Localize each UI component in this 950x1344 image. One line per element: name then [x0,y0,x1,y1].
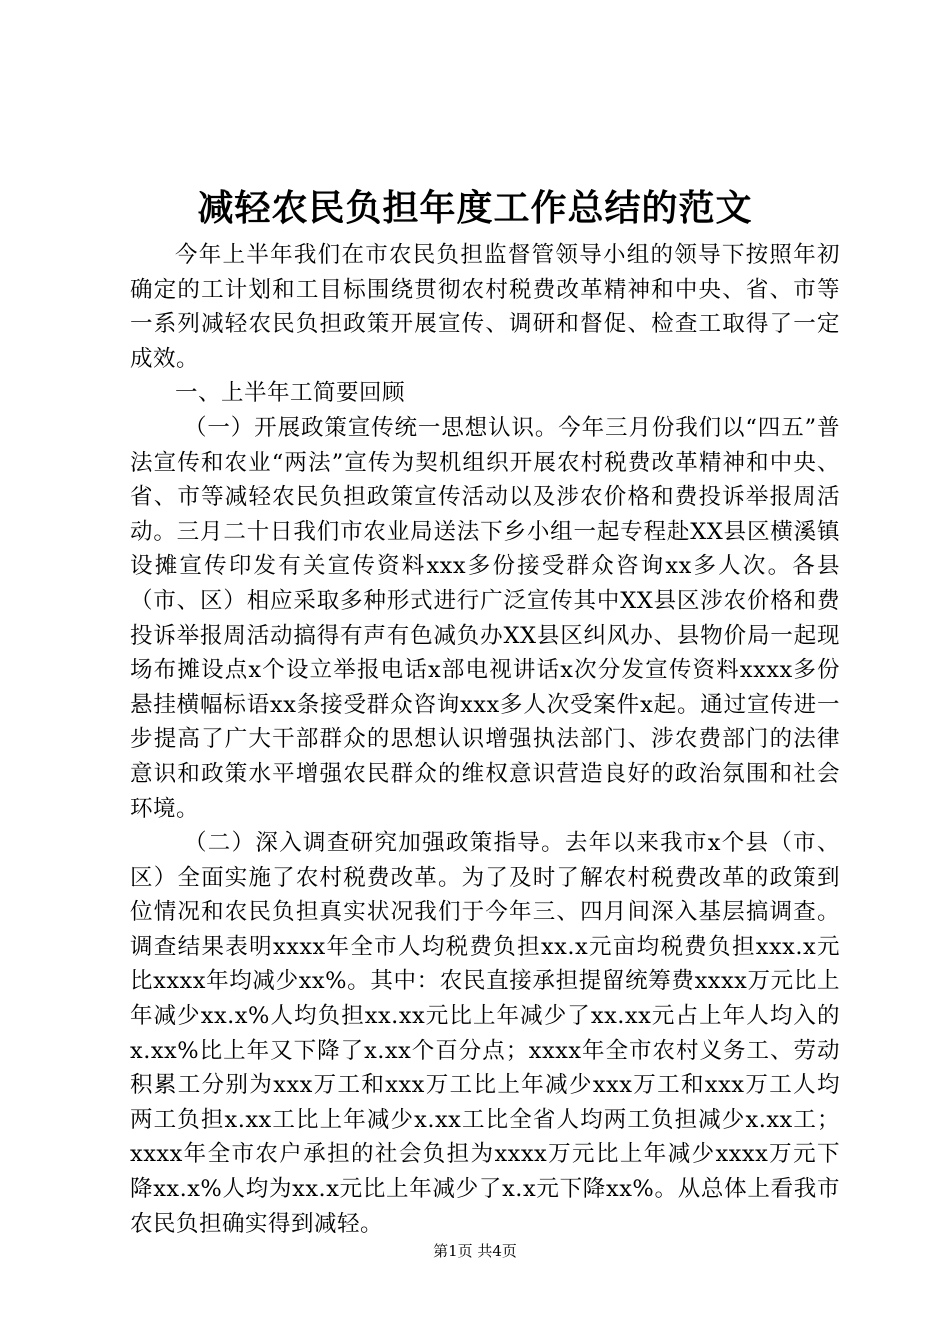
subsection-paragraph-1: （一）开展政策宣传统一思想认识。今年三月份我们以“四五”普法宣传和农业“两法”宣传为契机组织开展农村税费改革精神和中央、省、市等减轻农民负担政策宣传活动以及涉农价格和费投诉举报周活动。三月二十日我们市农业局送法下乡小组一起专程赴XX县区横溪镇设摊宣传印发有关宣传资料xxx多份接受群众咨询xx多人次。各县（市、区）相应采取多种形式进行广泛宣传其中XX县区涉农价格和费投诉举报周活动搞得有声有色减负办XX县区纠风办、县物价局一起现场布摊设点x个设立举报电话x部电视讲话x次分发宣传资料xxxx多份悬挂横幅标语xx条接受群众咨询xxx多人次受案件x起。通过宣传进一步提高了广大干部群众的思想认识增强执法部门、涉农费部门的法律意识和政策水平增强农民群众的维权意识营造良好的政治氛围和社会环境。 [130,414,840,822]
section-heading: 一、上半年工简要回顾 [175,380,406,407]
document-body [130,238,840,1241]
document-title: 减轻农民负担年度工作总结的范文 [197,187,753,229]
subsection-paragraph-2: （二）深入调查研究加强政策指导。去年以来我市x个县（市、区）全面实施了农村税费改革。为了及时了解农村税费改革的政策到位情况和农民负担真实状况我们于今年三、四月间深入基层搞调查。调查结果表明xxxx年全市人均税费负担xx.x元亩均税费负担xxx.x元比xxxx年均减少xx%。其中：农民直接承担提留统筹费xxxx万元比上年减少xx.x%人均负担xx.xx元比上年减少了xx.xx元占上年人均入的x.xx%比上年又下降了x.xx个百分点；xxxx年全市农村义务工、劳动积累工分别为xxx万工和xxx万工比上年减少xxx万工和xxx万工人均两工负担x.xx工比上年减少x.xx工比全省人均两工负担减少x.xx工；xxxx年全市农户承担的社会负担为xxxx万元比上年减少xxxx万元下降xx.x%人均为xx.x元比上年减少了x.x元下降xx%。从总体上看我市农民负担确实得到减轻。 [130,830,840,1237]
intro-paragraph: 今年上半年我们在市农民负担监督管领导小组的领导下按照年初确定的工计划和工目标围绕贯彻农村税费改革精神和中央、省、市等一系列减轻农民负担政策开展宣传、调研和督促、检查工取得了一定成效。 [130,242,840,372]
page-number-footer: 第1页 共4页 [433,1242,517,1260]
